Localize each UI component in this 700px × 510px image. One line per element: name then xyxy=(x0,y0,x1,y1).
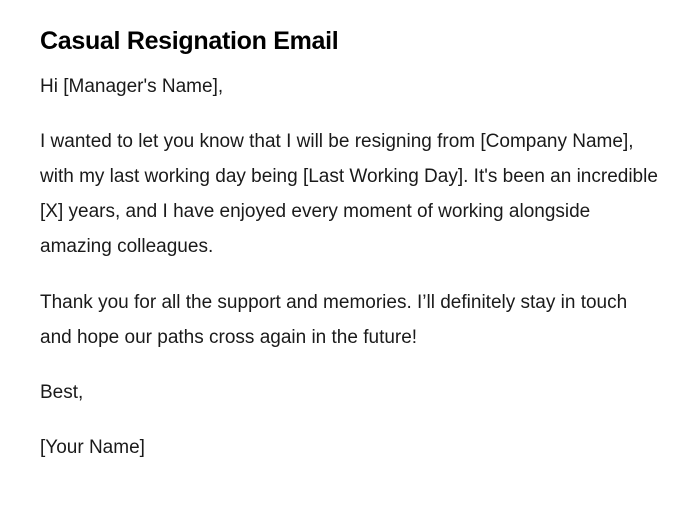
email-body-paragraph-2: Thank you for all the support and memories. I’ll definitely stay in touch and hope our paths cross again in the future! xyxy=(40,292,628,348)
email-body-paragraph-1: I wanted to let you know that I will be resigning from [Company Name], with my last working day being [Last Working Day]. It's been an incredible [X] years, and I have enjoyed every moment of working alongside amazing colleagues. xyxy=(40,131,658,257)
email-greeting: Hi [Manager's Name], xyxy=(40,76,224,97)
email-signature: [Your Name] xyxy=(40,437,145,458)
email-signoff: Best, xyxy=(40,382,84,403)
document-title: Casual Resignation Email xyxy=(40,27,339,55)
email-template-document xyxy=(40,24,660,465)
